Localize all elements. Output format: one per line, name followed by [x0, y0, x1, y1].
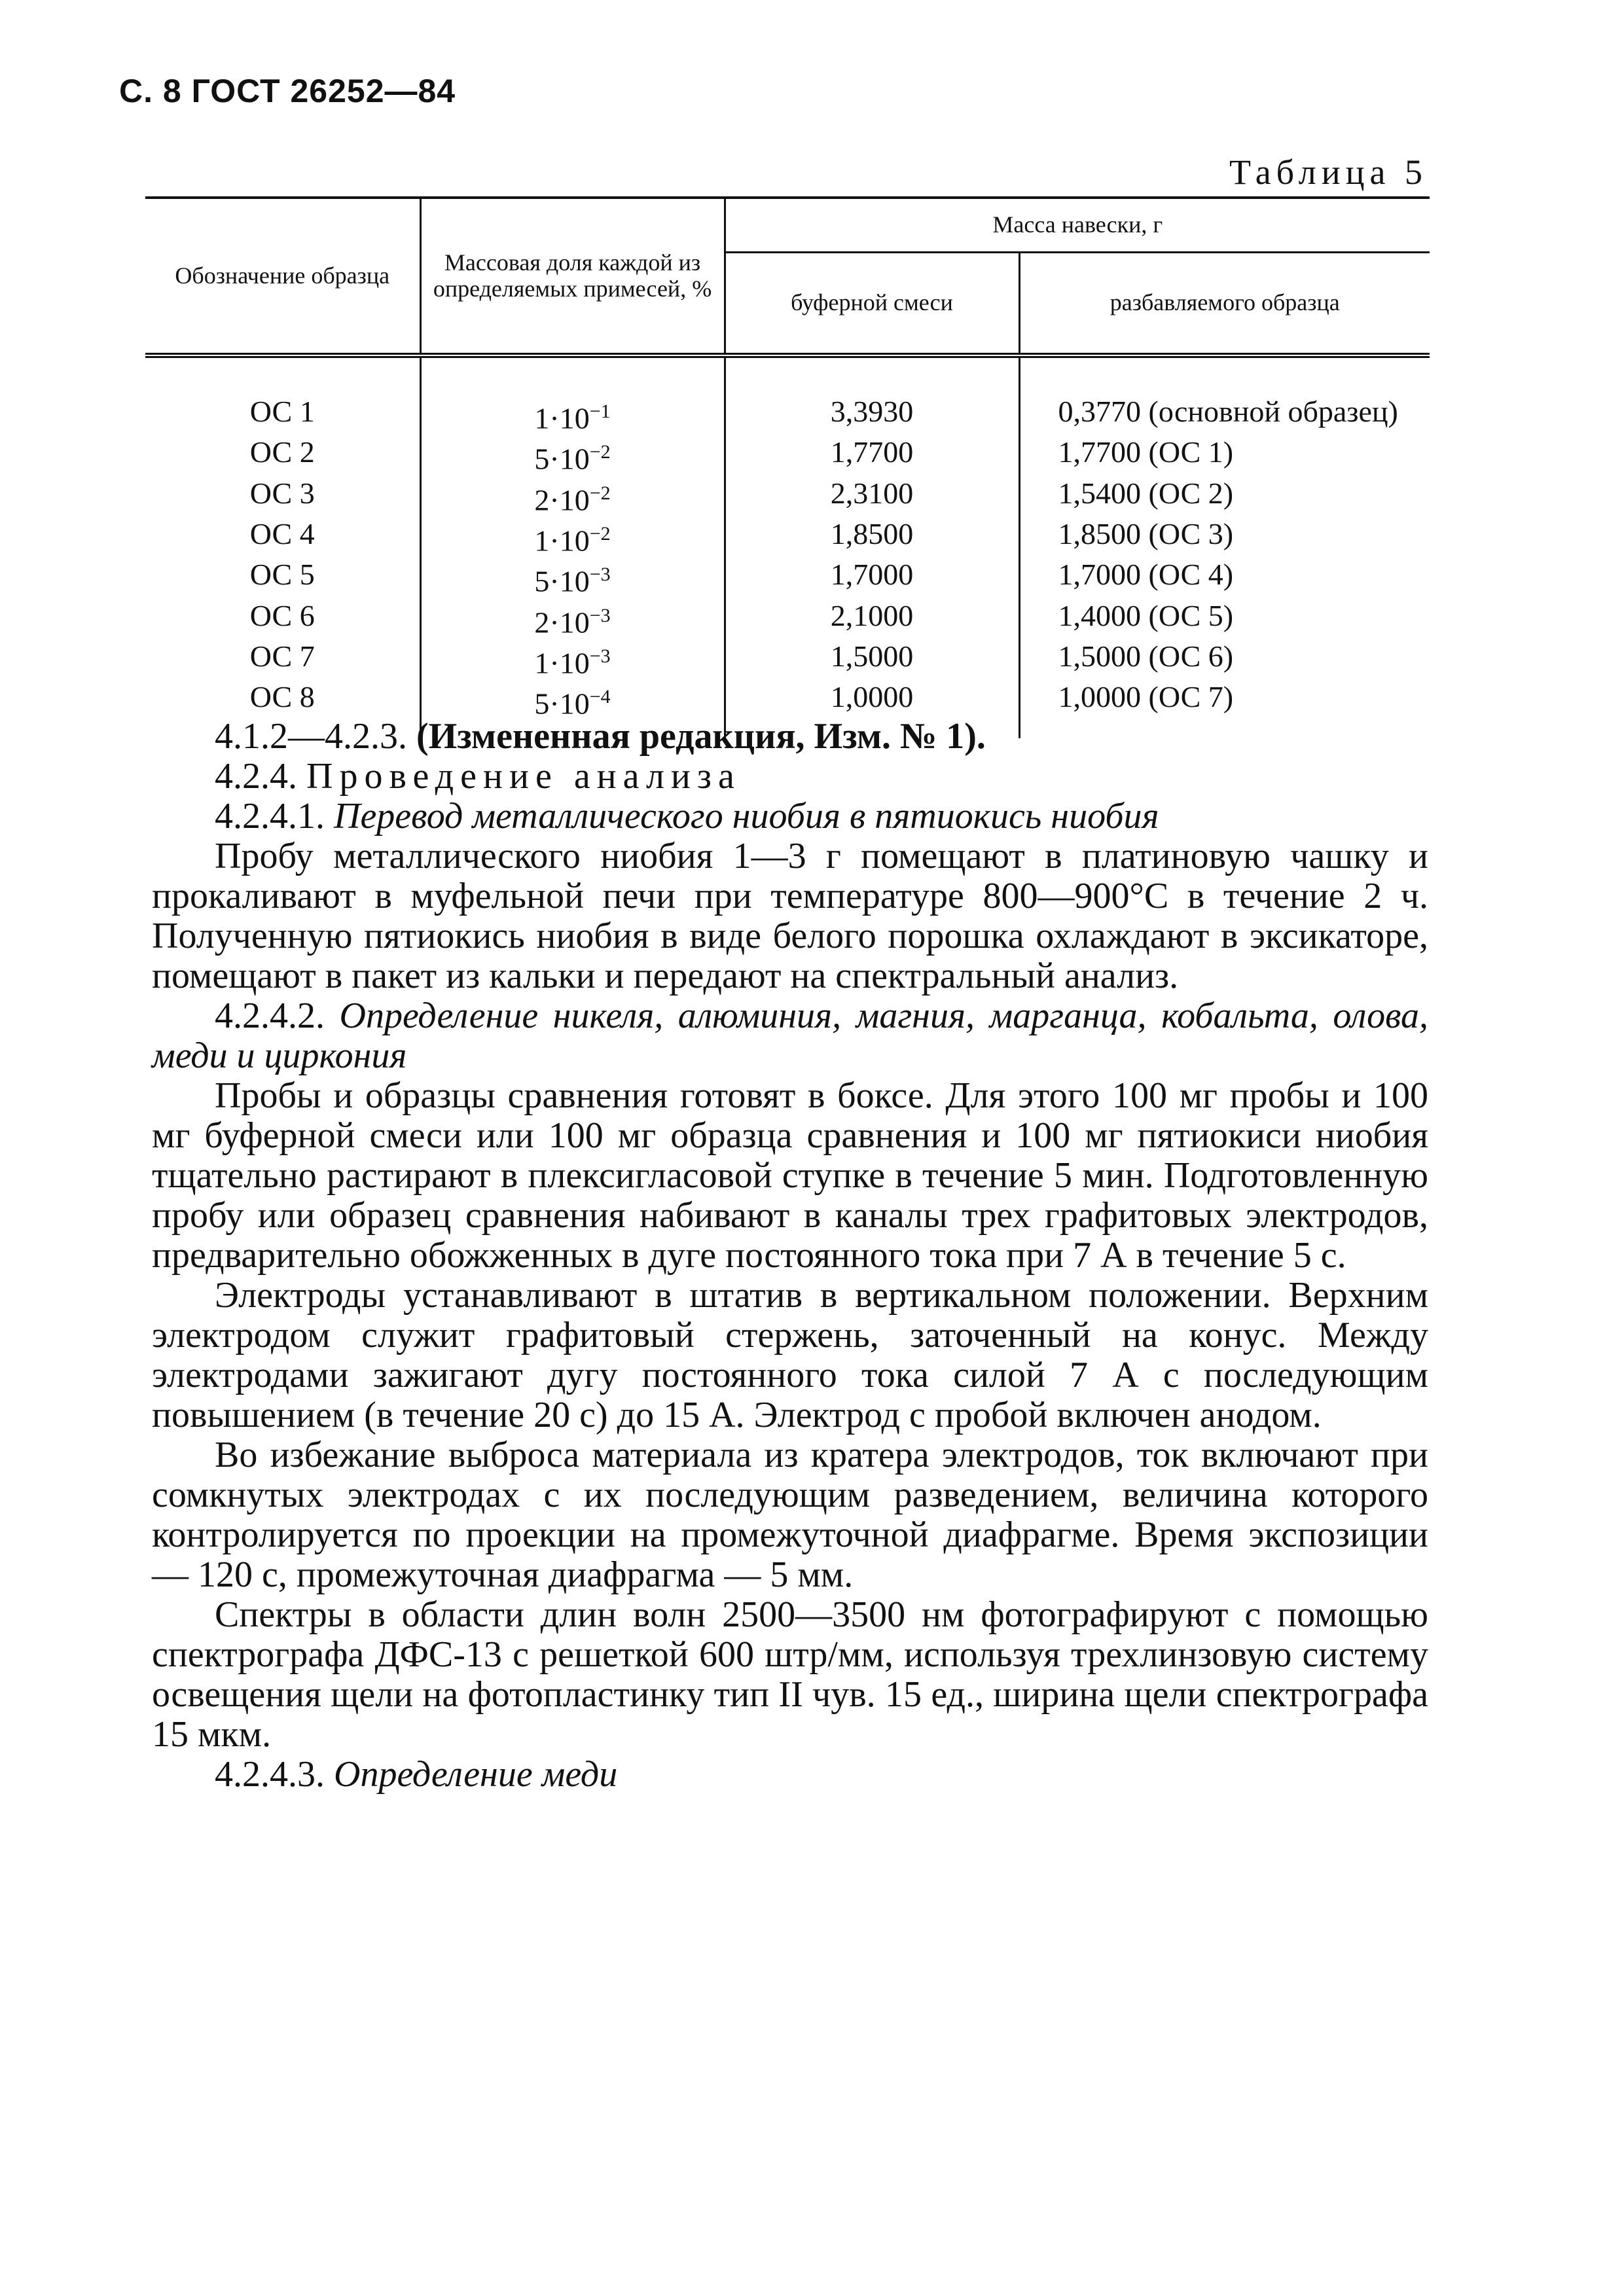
paragraph: Электроды устанавливают в штатив в вертикальном положении. Верхним электродом служит графитовый стержень, заточенный на конус. Между электродами зажигают дугу постоянного тока силой 7 А с последующим повышением (в течение 20 с) до 15 А. Электрод с пробой включен анодом. [152, 1275, 1428, 1435]
data-table [145, 196, 1430, 738]
cell-diluted: 1,0000 (ОС 7) [1058, 680, 1234, 714]
col-header-mass-group: Масса навески, г [725, 198, 1430, 253]
cell-diluted: 1,5000 (ОС 6) [1058, 639, 1234, 673]
table-5 [145, 196, 1430, 738]
paragraph: Пробу металлического ниобия 1—3 г помещают в платиновую чашку и прокаливают в муфельной печи при температуре 800—900°С в течение 2 ч. Полученную пятиокись ниобия в виде белого порошка охлаждают в эксикаторе, помещают в пакет из кальки и передают на спектральный анализ. [152, 836, 1428, 996]
col-header-mass-fraction: Массовая доля каждой из определяемых примесей, % [420, 198, 725, 355]
cell-designation: ОС 1 [145, 386, 420, 435]
cell-designation: ОС 5 [145, 558, 420, 598]
cell-buffer: 1,5000 [725, 639, 1019, 680]
paragraph: Спектры в области длин волн 2500—3500 нм фотографируют с помощью спектрографа ДФС-13 с решеткой 600 штр/мм, используя трехлинзовую систему освещения щели на фотопластинку тип II чув. 15 ед., ширина щели спектрографа 15 мкм. [152, 1594, 1428, 1755]
table-row [145, 476, 1430, 517]
cell-buffer: 1,8500 [725, 517, 1019, 558]
cell-designation: ОС 2 [145, 435, 420, 476]
table-row [145, 386, 1430, 435]
cell-designation: ОС 7 [145, 639, 420, 680]
col-header-designation: Обозначение образца [145, 198, 420, 355]
table-row [145, 599, 1430, 639]
subsection-heading: 4.2.4.1. Перевод металлического ниобия в пятиокись ниобия [215, 796, 1159, 836]
paragraph: Пробы и образцы сравнения готовят в боксе. Для этого 100 мг пробы и 100 мг буферной смеси или 100 мг образца сравнения и 100 мг пятиокиси ниобия тщательно растирают в плексигласовой ступке в течение 5 мин. Подготовленную пробу или образец сравнения набивают в каналы трех графитовых электродов, предварительно обожженных в дуге постоянного тока при 7 А в течение 5 с. [152, 1075, 1428, 1276]
cell-buffer: 1,7700 [725, 435, 1019, 476]
cell-mass-fraction: $1\cdot 10^{-1}$ [420, 386, 725, 435]
cell-buffer: 3,3930 [725, 386, 1019, 435]
body-text [152, 717, 1428, 1795]
cell-designation: ОС 8 [145, 680, 420, 738]
cell-mass-fraction: $5\cdot 10^{-3}$ [420, 558, 725, 598]
cell-diluted: 1,7000 (ОС 4) [1058, 558, 1234, 592]
cell-diluted: 0,3770 (основной образец) [1058, 395, 1398, 428]
cell-diluted: 1,4000 (ОС 5) [1058, 598, 1234, 632]
section-heading-analysis: 4.2.4. Проведение анализа [215, 756, 741, 797]
cell-buffer: 1,7000 [725, 558, 1019, 598]
table-row [145, 517, 1430, 558]
cell-diluted: 1,7700 (ОС 1) [1058, 435, 1234, 469]
table-row [145, 558, 1430, 598]
cell-designation: ОС 6 [145, 599, 420, 639]
cell-designation: ОС 4 [145, 517, 420, 558]
cell-mass-fraction: $2\cdot 10^{-3}$ [420, 599, 725, 639]
col-header-buffer: буферной смеси [725, 253, 1019, 356]
cell-diluted: 1,8500 (ОС 3) [1058, 516, 1234, 550]
cell-designation: ОС 3 [145, 476, 420, 517]
subsection-heading: 4.2.4.2. Определение никеля, алюминия, магния, марганца, кобальта, олова, меди и циркония [152, 996, 1429, 1076]
table-row [145, 435, 1430, 476]
col-header-diluted: разбавляемого образца [1019, 253, 1430, 356]
cell-diluted: 1,5400 (ОС 2) [1058, 476, 1234, 510]
cell-mass-fraction: $2\cdot 10^{-2}$ [420, 476, 725, 517]
paragraph: Во избежание выброса материала из кратера электродов, ток включают при сомкнутых электродах с их последующим разведением, величина которого контролируется по проекции на промежуточной диафрагме. Время экспозиции — 120 с, промежуточная диафрагма — 5 мм. [152, 1435, 1428, 1595]
subsection-heading: 4.2.4.3. Определение меди [215, 1754, 618, 1795]
cell-buffer: 2,3100 [725, 476, 1019, 517]
cell-buffer: 1,0000 [725, 680, 1019, 738]
page-header: С. 8 ГОСТ 26252—84 [119, 73, 456, 109]
cell-mass-fraction: $1\cdot 10^{-2}$ [420, 517, 725, 558]
cell-mass-fraction: $5\cdot 10^{-4}$ [420, 680, 725, 738]
table-row [145, 639, 1430, 680]
cell-mass-fraction: $5\cdot 10^{-2}$ [420, 435, 725, 476]
cell-buffer: 2,1000 [725, 599, 1019, 639]
paragraph-amendment: 4.1.2—4.2.3. (Измененная редакция, Изм. № 1). [215, 716, 986, 757]
cell-mass-fraction: $1\cdot 10^{-3}$ [420, 639, 725, 680]
table-title: Таблица 5 [1229, 152, 1428, 192]
